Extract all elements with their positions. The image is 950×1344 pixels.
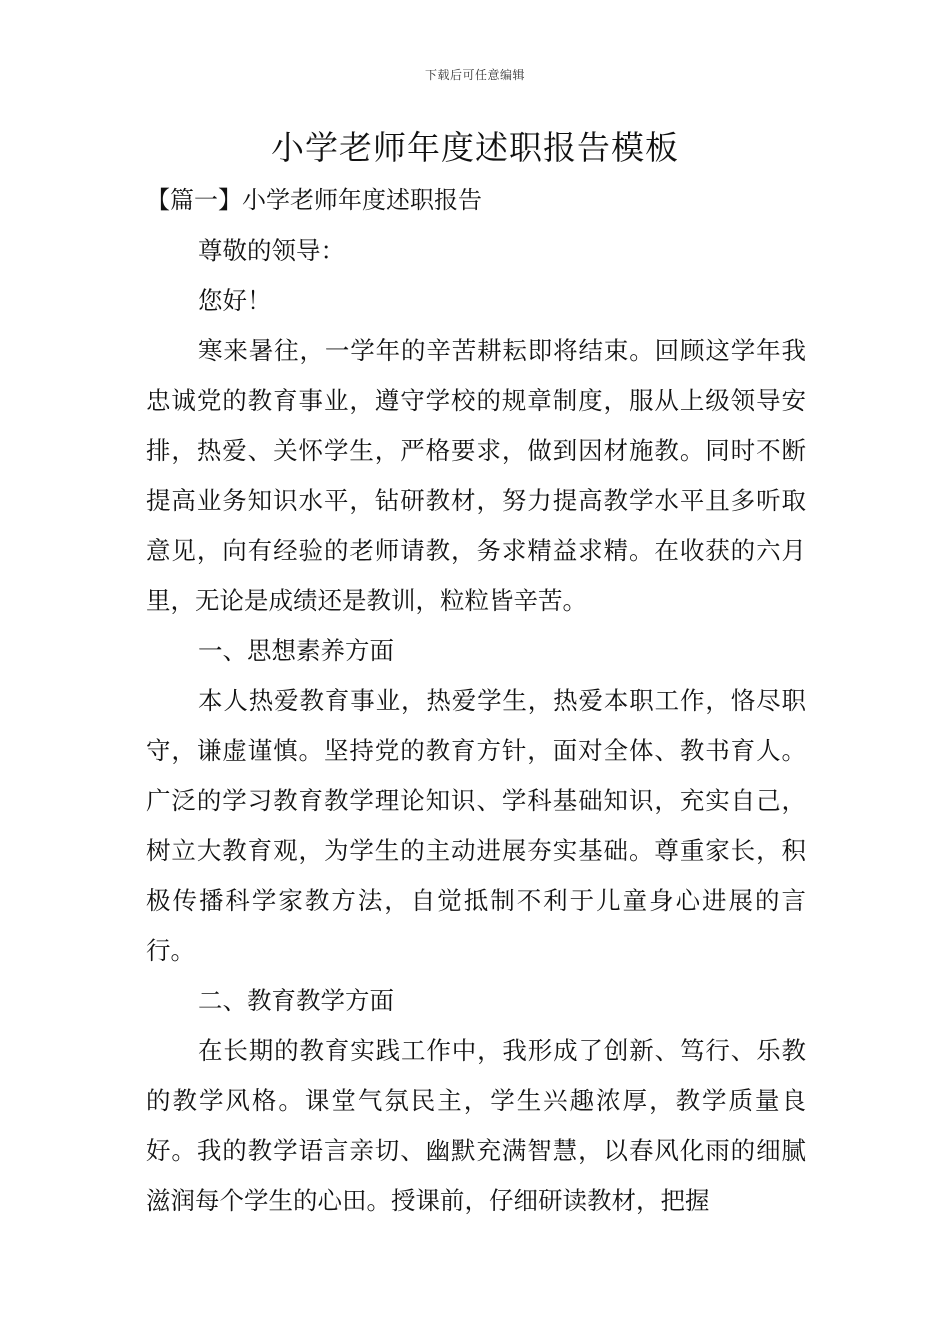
salutation: 尊敬的领导： [198,236,345,265]
section-heading: 【篇一】小学老师年度述职报告 [146,186,482,214]
header-note: 下载后可任意编辑 [424,68,525,82]
greeting: 您好！ [198,286,272,315]
document-title: 小学老师年度述职报告模板 [271,128,679,167]
subheading-thought: 一、思想素养方面 [198,636,394,665]
document-body [146,226,806,1226]
subheading-teaching: 二、教育教学方面 [198,986,394,1015]
thought-paragraph: 本人热爱教育事业，热爱学生，热爱本职工作，恪尽职守，谦虚谨慎。坚持党的教育方针，面对全体、教书育人。广泛的学习教育教学理论知识、学科基础知识，充实自己，树立大教育观，为学生的主动进展夯实基础。尊重家长，积极传播科学家教方法，自觉抵制不利于儿童身心进展的言行。 [146,686,806,965]
intro-paragraph: 寒来暑往，一学年的辛苦耕耘即将结束。回顾这学年我忠诚党的教育事业，遵守学校的规章制度，服从上级领导安排，热爱、关怀学生，严格要求，做到因材施教。同时不断提高业务知识水平，钻研教材，努力提高教学水平且多听取意见，向有经验的老师请教，务求精益求精。在收获的六月里，无论是成绩还是教训，粒粒皆辛苦。 [146,336,806,615]
teaching-paragraph: 在长期的教育实践工作中，我形成了创新、笃行、乐教的教学风格。课堂气氛民主，学生兴趣浓厚，教学质量良好。我的教学语言亲切、幽默充满智慧，以春风化雨的细腻滋润每个学生的心田。授课前，仔细研读教材，把握 [146,1036,806,1215]
